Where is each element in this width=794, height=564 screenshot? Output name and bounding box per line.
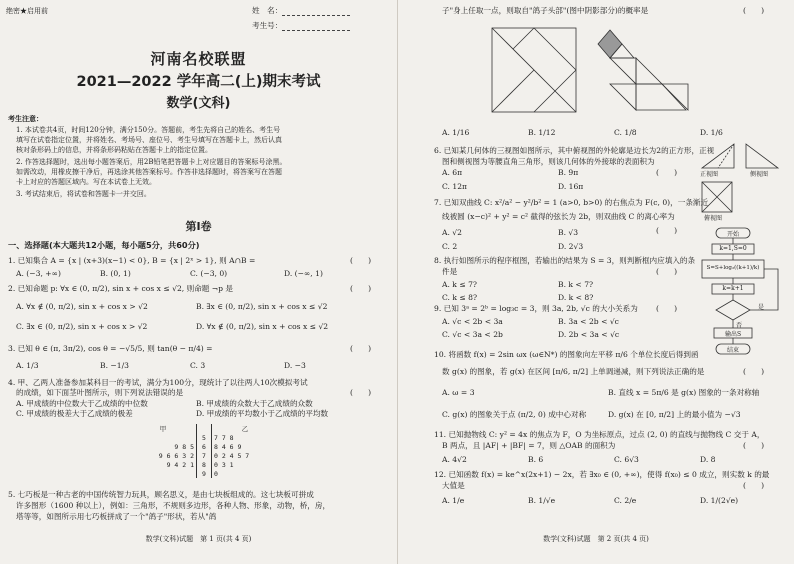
note-line: 卡上对应的答题区域内。写在本试卷上无效。 bbox=[16, 178, 156, 186]
stem-leaf-right-leaves: 0 bbox=[214, 469, 218, 478]
side-view bbox=[746, 144, 778, 168]
question-4-stem: 4. 甲、乙两人准备参加某科目一的考试，满分为100分，现统计了以往两人10次模拟考试 bbox=[8, 378, 308, 387]
note-line: 1. 本试卷共4页，时间120分钟，满分150分。答题前，考生先将自己的姓名、考生号 bbox=[16, 126, 281, 134]
question-8-stem: 8. 执行如图所示的程序框图，若输出的结果为 S = 3，则判断框内应填入的条 bbox=[434, 256, 696, 265]
option-a[interactable]: A. 1/16 bbox=[442, 128, 470, 137]
question-2-stem: 2. 已知命题 p: ∀x ∈ (0, π/2), sin x + cos x ≤ √2, 则命题 ¬p 是 bbox=[8, 284, 234, 293]
option-d[interactable]: D. 甲成绩的平均数小于乙成绩的平均数 bbox=[196, 409, 329, 418]
option-b[interactable]: B. (0, 1) bbox=[100, 269, 131, 278]
question-1-stem: 1. 已知集合 A = {x | (x+3)(x−1) < 0}, B = {x | 2ˣ > 1}, 则 A∩B = bbox=[8, 256, 256, 265]
option-c[interactable]: C. 甲成绩的极差大于乙成绩的极差 bbox=[16, 409, 133, 418]
option-d[interactable]: D. k < 8? bbox=[558, 293, 594, 302]
note-line: 核对条形码上的信息，并将条形码粘贴在答题卡上的指定位置。 bbox=[16, 146, 212, 154]
question-8-stem: 件是 bbox=[442, 267, 458, 276]
option-b[interactable]: B. −1/3 bbox=[100, 361, 129, 370]
pigeon-head-shaded bbox=[598, 30, 622, 58]
name-label: 姓 名： bbox=[252, 6, 283, 15]
option-d[interactable]: D. 2√3 bbox=[558, 242, 584, 251]
option-c[interactable]: C. g(x) 的图象关于点 (π/2, 0) 成中心对称 bbox=[442, 410, 587, 419]
page-footer: 数学(文科)试题 第 2 页(共 4 页) bbox=[543, 535, 649, 543]
note-line: 3. 考试结束后，将试卷和答题卡一并交回。 bbox=[16, 190, 151, 198]
stem-leaf-stem: 6 bbox=[197, 442, 212, 451]
flow-end-label: 结束 bbox=[726, 347, 739, 354]
top-view-label: 俯视图 bbox=[704, 215, 723, 222]
answer-paren[interactable]: ( ) bbox=[656, 168, 678, 177]
front-view bbox=[702, 144, 734, 168]
option-c[interactable]: C. 12π bbox=[442, 182, 468, 191]
answer-paren[interactable]: ( ) bbox=[350, 284, 372, 293]
flow-init-label: k=1,S=0 bbox=[719, 245, 747, 252]
stem-leaf-left-leaves: 9 4 2 1 bbox=[166, 460, 194, 469]
stem-leaf-stem: 5 bbox=[197, 433, 212, 442]
option-c[interactable]: C. k ≤ 8? bbox=[442, 293, 478, 302]
option-c[interactable]: C. √c < 3a < 2b bbox=[442, 330, 503, 339]
option-d[interactable]: D. g(x) 在 [0, π/2] 上的最小值为 −√3 bbox=[608, 410, 741, 419]
answer-paren[interactable]: ( ) bbox=[743, 367, 765, 376]
stem-leaf-right-leaves: 0 2 4 5 7 bbox=[214, 451, 250, 460]
name-field[interactable] bbox=[252, 6, 350, 16]
option-b[interactable]: B. 6 bbox=[528, 455, 544, 464]
option-c[interactable]: C. 1/8 bbox=[614, 128, 637, 137]
answer-paren[interactable]: ( ) bbox=[350, 256, 372, 265]
flow-inc-label: k=k+1 bbox=[722, 285, 744, 292]
option-b[interactable]: B. √3 bbox=[558, 228, 579, 237]
stem-leaf-plot bbox=[130, 424, 278, 478]
page-footer: 数学(文科)试题 第 1 页(共 4 页) bbox=[145, 535, 252, 543]
option-c[interactable]: C. 6√3 bbox=[614, 455, 639, 464]
flow-yes-label: 是 bbox=[758, 304, 765, 311]
answer-paren[interactable]: ( ) bbox=[656, 226, 678, 235]
stem-leaf-head-left: 甲 bbox=[159, 425, 167, 433]
option-a[interactable]: A. 4√2 bbox=[442, 455, 467, 464]
stem-leaf-stem: 7 bbox=[197, 451, 212, 460]
option-b[interactable]: B. 1/12 bbox=[528, 128, 556, 137]
option-a[interactable]: A. 1/e bbox=[442, 496, 465, 505]
exam-subtitle: 2021—2022 学年高二(上)期末考试 bbox=[76, 74, 321, 90]
option-b[interactable]: B. 3a < 2b < √c bbox=[558, 317, 619, 326]
option-b[interactable]: B. ∃x ∈ (0, π/2), sin x + cos x ≤ √2 bbox=[196, 302, 328, 311]
stem-leaf-right-leaves: 8 4 6 9 bbox=[214, 442, 242, 451]
question-10-stem: 数 g(x) 的图象，若 g(x) 在区间 [π/6, π/2] 上单调递减，则下列说法正确的是 bbox=[442, 367, 705, 376]
side-view-label: 侧视图 bbox=[750, 171, 769, 178]
name-blank[interactable] bbox=[282, 6, 350, 16]
answer-paren[interactable]: ( ) bbox=[656, 304, 678, 313]
answer-paren[interactable]: ( ) bbox=[743, 481, 765, 490]
stem-leaf-left-leaves bbox=[130, 469, 197, 478]
note-line: 填写在试卷指定位置，并将姓名、考场号、座位号、考生号填写在答题卡上，然后认真 bbox=[16, 136, 282, 144]
option-b[interactable]: B. 直线 x = 5π/6 是 g(x) 图象的一条对称轴 bbox=[608, 388, 760, 397]
answer-paren[interactable]: ( ) bbox=[656, 267, 678, 276]
stem-leaf-left-leaves: 9 8 5 bbox=[174, 442, 194, 451]
question-11-stem: B 两点，且 |AF| + |BF| = 7，则 △OAB 的面积为 bbox=[442, 441, 616, 450]
exam-no-field[interactable] bbox=[252, 21, 350, 31]
option-b[interactable]: B. 9π bbox=[558, 168, 579, 177]
exam-no-label: 考生号： bbox=[252, 21, 283, 30]
option-d[interactable]: D. 1/6 bbox=[700, 128, 723, 137]
option-c[interactable]: C. 2/e bbox=[614, 496, 637, 505]
option-d[interactable]: D. 1/(2√e) bbox=[700, 496, 739, 505]
flow-decision bbox=[716, 300, 750, 320]
stem-leaf-stem: 9 bbox=[197, 469, 212, 478]
option-d[interactable]: D. 16π bbox=[558, 182, 584, 191]
option-a[interactable]: A. 甲成绩的中位数大于乙成绩的中位数 bbox=[16, 399, 148, 408]
flow-output-label: 输出S bbox=[724, 331, 742, 338]
note-line: 2. 作答选择题时，选出每小题答案后，用2B铅笔把答题卡上对应题目的答案标号涂黑。 bbox=[16, 158, 287, 166]
question-7-stem: 7. 已知双曲线 C: x²/a² − y²/b² = 1 (a>0, b>0) 的右焦点为 F(c, 0)，一条渐近 bbox=[434, 198, 709, 207]
question-11-stem: 11. 已知抛物线 C: y² = 4x 的焦点为 F，O 为坐标原点，过点 (2, 0) 的直线与抛物线 C 交于 A， bbox=[434, 430, 765, 439]
stem-leaf-head-right: 乙 bbox=[241, 425, 249, 433]
option-a[interactable]: A. ∀x ∉ (0, π/2), sin x + cos x > √2 bbox=[16, 302, 148, 311]
answer-paren[interactable]: ( ) bbox=[350, 388, 372, 397]
question-6-stem: 图和侧视图为等腰直角三角形，则该几何体的外接球的表面积为 bbox=[442, 157, 655, 166]
question-12-stem: 12. 已知函数 f(x) = ke^x(2x+1) − 2x，若 ∃x₀ ∈ (0, +∞)，使得 f(x₀) ≤ 0 成立，则实数 k 的最 bbox=[434, 470, 770, 479]
answer-paren[interactable]: ( ) bbox=[350, 344, 372, 353]
exam-subject: 数学(文科) bbox=[166, 96, 231, 111]
flow-start-label: 开始 bbox=[726, 231, 739, 238]
option-a[interactable]: A. √2 bbox=[442, 228, 462, 237]
option-d[interactable]: D. (−∞, 1) bbox=[284, 269, 323, 278]
stem-leaf-left-leaves bbox=[130, 433, 197, 442]
option-d[interactable]: D. −3 bbox=[284, 361, 306, 370]
question-3-stem: 3. 已知 θ ∈ (π, 3π/2), cos θ = −√5/5, 则 tan(θ − π/4) = bbox=[8, 344, 213, 353]
option-a[interactable]: A. 1/3 bbox=[16, 361, 39, 370]
section-one-heading: 一、选择题(本大题共12小题，每小题5分，共60分) bbox=[8, 240, 200, 250]
option-a[interactable]: A. (−3, +∞) bbox=[16, 269, 61, 278]
question-5-continued: 子"身上任取一点，则取自"鸽子头部"(图中阴影部分)的概率是 bbox=[442, 6, 649, 15]
option-c[interactable]: C. ∃x ∈ (0, π/2), sin x + cos x > √2 bbox=[16, 322, 148, 331]
question-10-stem: 10. 将函数 f(x) = 2sin ωx (ω∈N*) 的图象向左平移 π/6 个单位长度后得到函 bbox=[434, 350, 699, 359]
answer-paren[interactable]: ( ) bbox=[743, 441, 765, 450]
tangram-pigeon-figure bbox=[490, 24, 702, 116]
part-one-heading: 第Ⅰ卷 bbox=[185, 220, 212, 233]
stem-leaf-stem: 8 bbox=[197, 460, 212, 469]
stem-leaf-left-leaves: 9 6 6 3 2 bbox=[158, 451, 194, 460]
question-7-stem: 线被圆 (x−c)² + y² = c² 截得的弦长为 2b，则双曲线 C 的离心率为 bbox=[442, 212, 675, 221]
option-b[interactable]: B. 1/√e bbox=[528, 496, 556, 505]
option-c[interactable]: C. 3 bbox=[190, 361, 206, 370]
exam-page-2 bbox=[397, 0, 794, 564]
stem-leaf-right-leaves: 0 3 1 bbox=[214, 460, 234, 469]
flow-no-label: 否 bbox=[736, 322, 743, 329]
option-a[interactable]: A. √c < 2b < 3a bbox=[442, 317, 503, 326]
question-5-stem: 许多图形（1600 种以上），例如：三角形，不规则多边形，各种人物、形象，动物，桥，房， bbox=[16, 501, 331, 510]
note-line: 如需改动，用橡皮擦干净后，再选涂其他答案标号。作答非选择题时，将答案写在答题 bbox=[16, 168, 282, 176]
option-c[interactable]: C. (−3, 0) bbox=[190, 269, 228, 278]
option-a[interactable]: A. k ≤ 7? bbox=[442, 280, 478, 289]
option-a[interactable]: A. ω = 3 bbox=[442, 388, 475, 397]
option-d[interactable]: D. ∀x ∉ (0, π/2), sin x + cos x ≤ √2 bbox=[196, 322, 329, 331]
three-view-figure bbox=[698, 140, 790, 220]
question-4-stem: 的成绩，如下面茎叶图所示，则下列说法错误的是 bbox=[16, 388, 184, 397]
front-view-label: 正视图 bbox=[700, 171, 719, 178]
question-12-stem: 大值是 bbox=[442, 481, 465, 490]
exam-no-blank[interactable] bbox=[282, 21, 350, 31]
flow-update-label: S=S+log₂((k+1)/k) bbox=[706, 265, 760, 271]
option-b[interactable]: B. 甲成绩的众数大于乙成绩的众数 bbox=[196, 399, 313, 408]
option-b[interactable]: B. k < 7? bbox=[558, 280, 594, 289]
question-6-stem: 6. 已知某几何体的三视图如图所示，其中俯视图的外轮廓是边长为2的正方形，正视 bbox=[434, 146, 715, 155]
question-5-stem: 塔等等，如图所示用七巧板拼成了一个"鸽子"形状，若从"鸽 bbox=[16, 512, 217, 521]
question-9-stem: 9. 已知 3ᵃ = 2ᵇ = log₃c = 3，则 3a, 2b, √c 的大小关系为 bbox=[434, 304, 638, 313]
option-d[interactable]: D. 2b < 3a < √c bbox=[558, 330, 620, 339]
answer-paren[interactable]: ( ) bbox=[743, 6, 765, 15]
option-c[interactable]: C. 2 bbox=[442, 242, 458, 251]
secret-label: 绝密★启用前 bbox=[6, 7, 48, 15]
exam-title: 河南名校联盟 bbox=[150, 50, 247, 68]
option-a[interactable]: A. 6π bbox=[442, 168, 463, 177]
stem-leaf-right-leaves: 7 7 8 bbox=[214, 433, 234, 442]
option-d[interactable]: D. 8 bbox=[700, 455, 716, 464]
notes-header: 考生注意： bbox=[8, 115, 43, 123]
question-5-stem: 5. 七巧板是一种古老的中国传统智力玩具，顾名思义，是由七块板组成的。这七块板可拼成 bbox=[8, 490, 314, 499]
